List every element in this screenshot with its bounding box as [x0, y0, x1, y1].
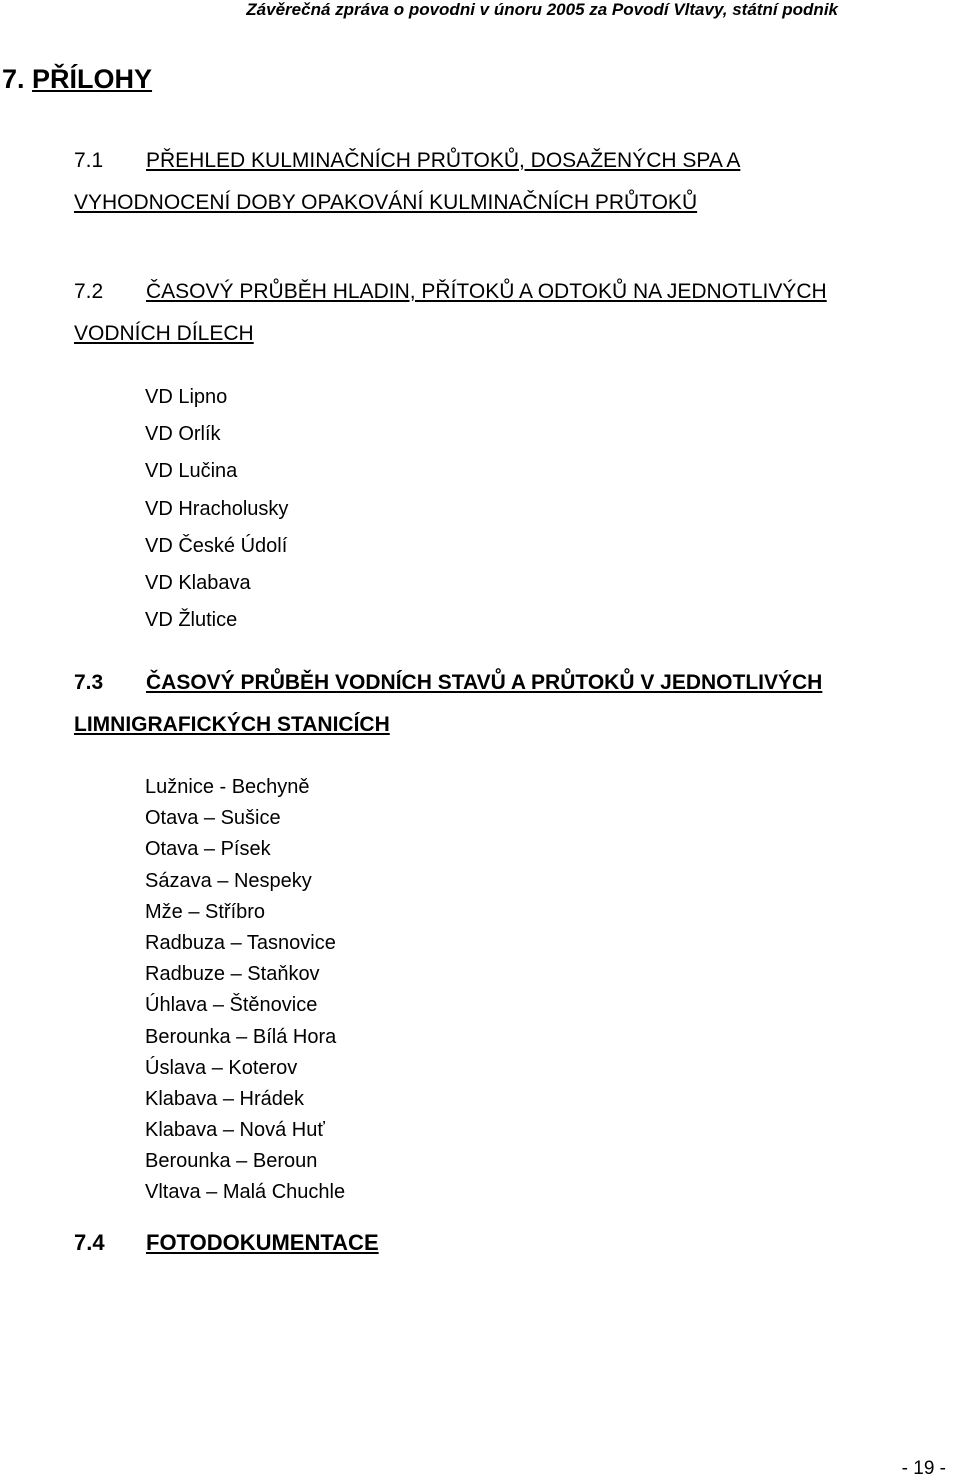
section-number: 7.2	[74, 280, 104, 303]
chapter-heading	[2, 64, 152, 95]
list-item: Berounka – Bílá Hora	[145, 1025, 337, 1048]
section-number: 7.3	[74, 671, 104, 694]
chapter-number: 7.	[2, 64, 25, 94]
section-title-line1: ČASOVÝ PRŮBĚH HLADIN, PŘÍTOKŮ A ODTOKŮ NA JEDNOTLIVÝCH	[146, 280, 827, 303]
gauging-station-list	[145, 772, 345, 1209]
list-item: Úslava – Koterov	[145, 1056, 298, 1079]
list-item: Radbuze – Staňkov	[145, 963, 320, 986]
chapter-title: PŘÍLOHY	[32, 64, 153, 94]
reservoir-list	[145, 379, 288, 639]
list-item: VD Lipno	[145, 386, 228, 408]
list-item: Vltava – Malá Chuchle	[145, 1181, 346, 1204]
section-number: 7.1	[74, 149, 104, 172]
list-item: Mže – Stříbro	[145, 900, 266, 923]
section-title-line2: LIMNIGRAFICKÝCH STANICÍCH	[74, 713, 390, 736]
list-item: Otava – Písek	[145, 838, 271, 861]
list-item: Klabava – Nová Huť	[145, 1119, 325, 1142]
list-item: Lužnice - Bechyně	[145, 776, 310, 798]
list-item: VD České Údolí	[145, 534, 288, 557]
list-item: Klabava – Hrádek	[145, 1087, 304, 1110]
section-7-3-heading	[74, 662, 822, 746]
section-title: FOTODOKUMENTACE	[146, 1230, 379, 1255]
list-item: VD Klabava	[145, 571, 251, 594]
list-item: VD Hracholusky	[145, 497, 289, 520]
list-item: Berounka – Beroun	[145, 1150, 318, 1173]
list-item: Otava – Sušice	[145, 807, 281, 830]
page-number: - 19 -	[901, 1458, 946, 1479]
list-item: VD Žlutice	[145, 609, 238, 632]
section-number: 7.4	[74, 1230, 105, 1255]
section-7-2-heading	[74, 271, 827, 355]
list-item: Sázava – Nespeky	[145, 869, 312, 892]
list-item: Radbuza – Tasnovice	[145, 931, 336, 954]
section-title-line2: VODNÍCH DÍLECH	[74, 322, 254, 345]
section-title-line1: ČASOVÝ PRŮBĚH VODNÍCH STAVŮ A PRŮTOKŮ V JEDNOTLIVÝCH	[146, 671, 823, 694]
section-7-4-heading	[74, 1230, 379, 1256]
section-7-1-heading	[74, 140, 740, 224]
list-item: VD Lučina	[145, 460, 238, 483]
section-title-line2: VYHODNOCENÍ DOBY OPAKOVÁNÍ KULMINAČNÍCH PRŮTOKŮ	[74, 191, 698, 214]
list-item: VD Orlík	[145, 423, 221, 446]
running-header: Závěrečná zpráva o povodni v únoru 2005 za Povodí Vltavy, státní podnik	[246, 0, 838, 19]
list-item: Úhlava – Štěnovice	[145, 994, 318, 1017]
section-title-line1: PŘEHLED KULMINAČNÍCH PRŮTOKŮ, DOSAŽENÝCH SPA A	[146, 149, 741, 172]
